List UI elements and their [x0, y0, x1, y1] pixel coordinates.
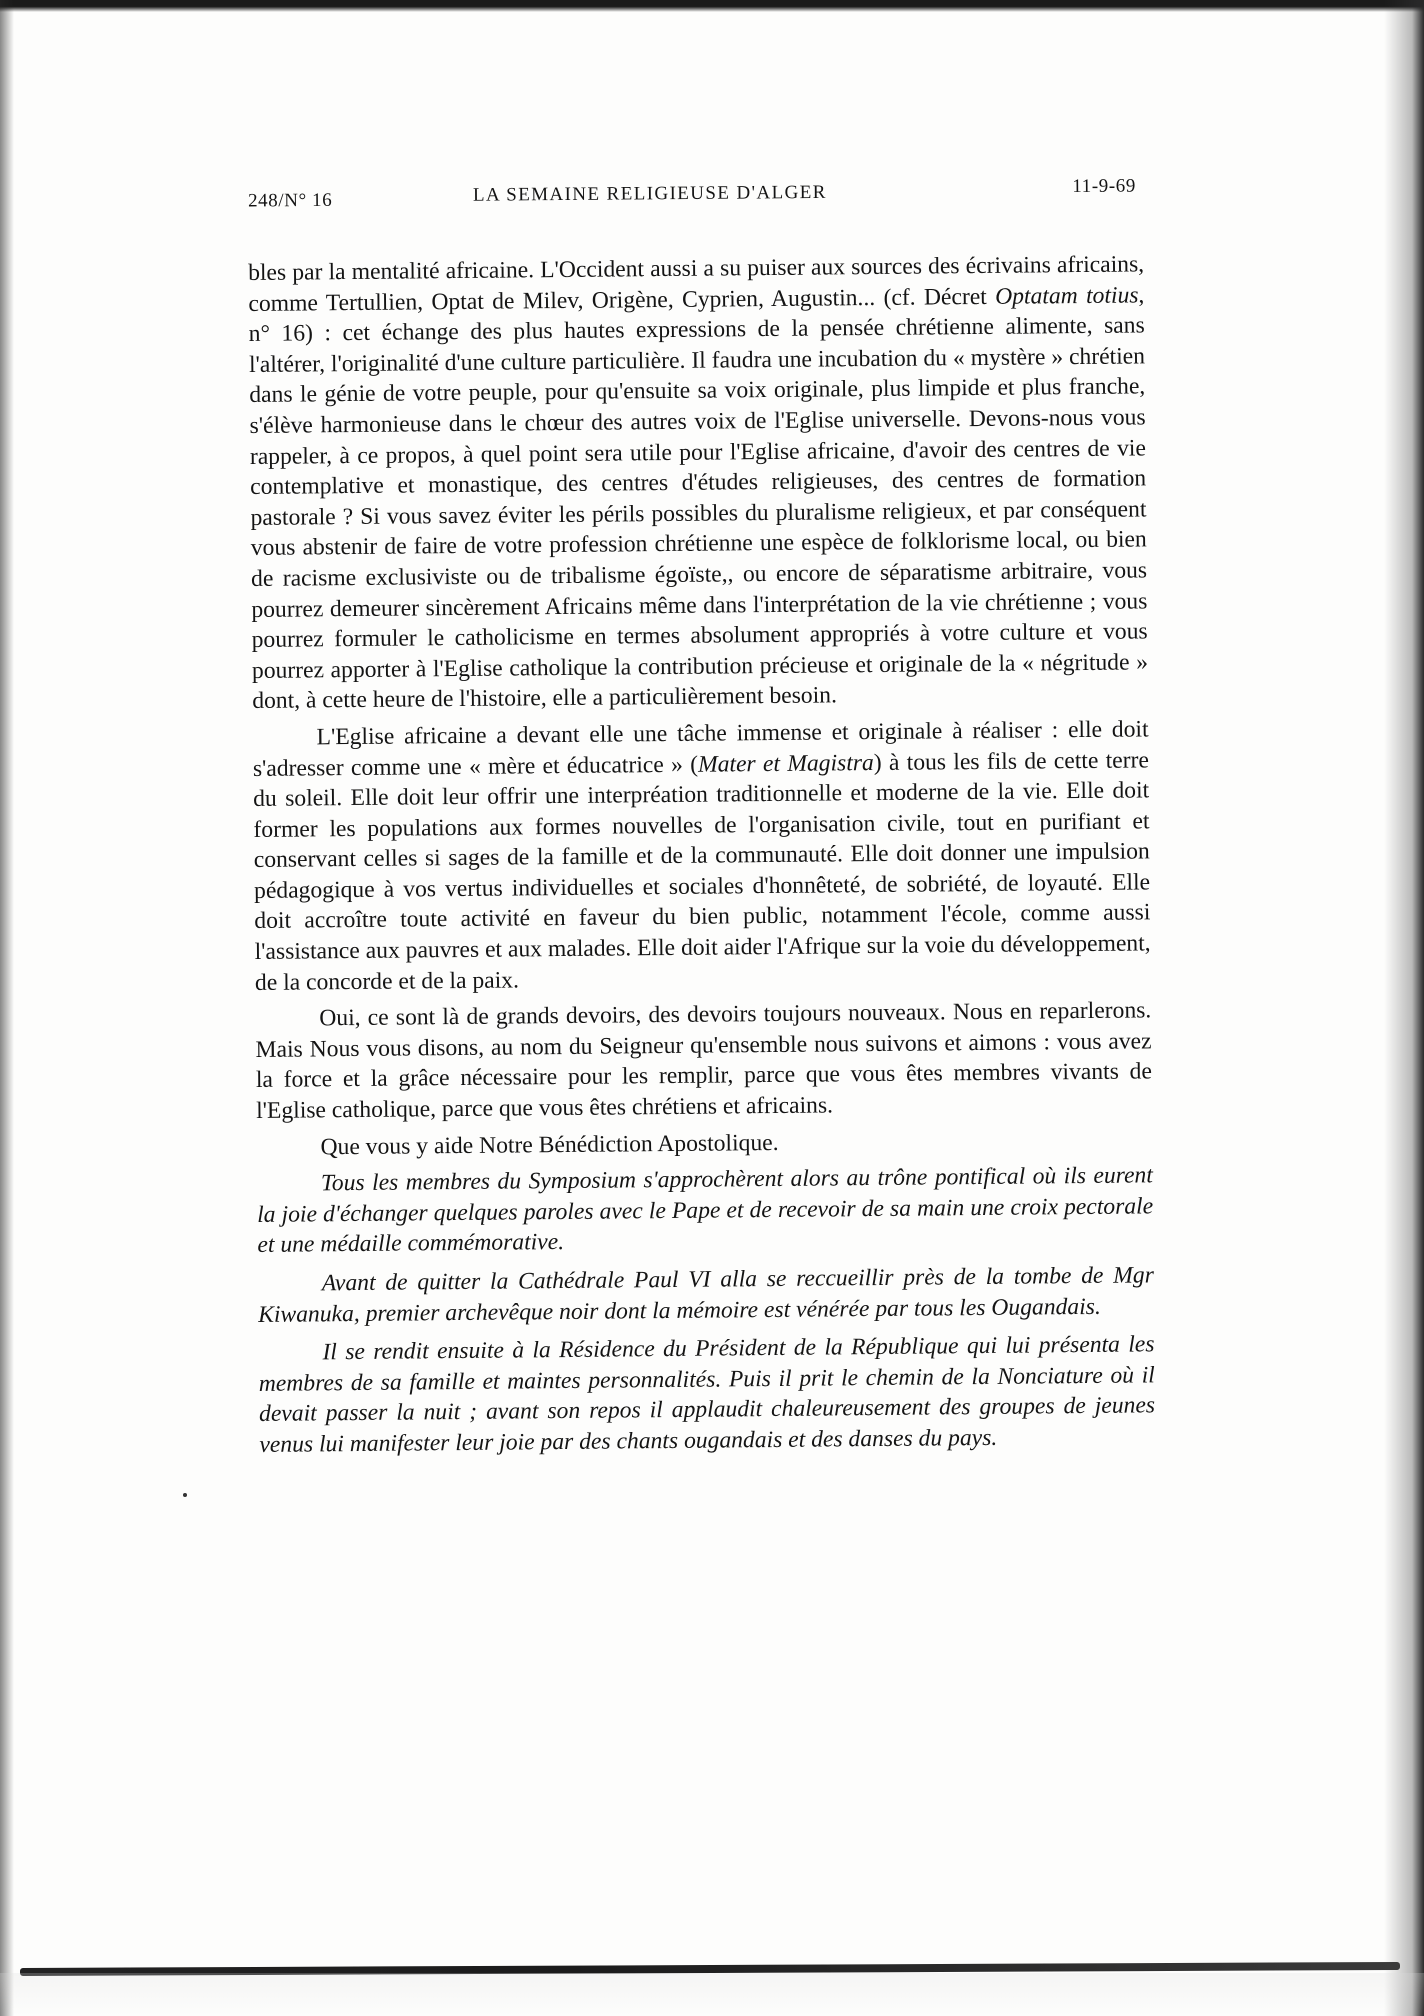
narrative-paragraph [258, 1330, 1155, 1461]
journal-title: LA SEMAINE RELIGIEUSE D'ALGER [472, 181, 827, 206]
scan-bottom-fade [0, 1973, 1424, 2016]
decree-title: Optatam totius [995, 282, 1139, 310]
issue-date: 11-9-69 [1072, 175, 1137, 198]
text-run: L'Eglise africaine a devant elle une tâche immense et originale à réaliser : elle doit s'adresser comme une « mère et éducatrice » ( [252, 716, 1149, 782]
paragraph [256, 1124, 1152, 1163]
text-run: ) à tous les fils de cette terre du soleil. Elle doit leur offrir une interpréation traditionnelle et moderne de la vie. Elle doit former les populations aux formes nouvelles de l'organisation civile, tout en purifiant et conservant celles si sages de la famille et de la communauté. Elle doit donner une impulsion pédagogique à vos vertus individuelles et sociales d'honnêteté, de sobriété, de loyauté. Elle doit accroître toute activité en faveur du bien public, notamment l'école, comme aussi l'assistance aux pauvres et aux malades. Elle doit aider l'Afrique sur la voie du développement, de la concorde et de la paix. [253, 746, 1151, 996]
paragraph [248, 249, 1148, 716]
paragraph [252, 714, 1151, 998]
text-run: Que vous y aide Notre Bénédiction Apostolique. [320, 1129, 779, 1160]
narrative-paragraph [258, 1260, 1155, 1330]
narrative-paragraph [257, 1161, 1154, 1261]
text-run: bles par la mentalité africaine. L'Occident aussi a su puiser aux sources des écrivains africains, comme Tertullien, Optat de Milev, Origène, Cyprien, Augustin... (cf. Décret [248, 251, 1145, 317]
running-header [247, 175, 1137, 213]
paragraph [255, 996, 1152, 1127]
encyclical-title: Mater et Magistra [697, 749, 874, 778]
scan-right-edge [1384, 0, 1424, 2016]
scan-speck [183, 1493, 187, 1497]
text-run: Oui, ce sont là de grands devoirs, des devoirs toujours nouveaux. Nous en reparlerons. Mais Nous vous disons, au nom du Seigneur qu'ensemble nous suivons et aimons : vous avez la force et la grâce nécessaire pour les remplir, parce que vous êtes membres vivants de l'Eglise catholique, parce que vous êtes chrétiens et africains. [255, 997, 1152, 1124]
text-run: Il se rendit ensuite à la Résidence du Président de la République qui lui présenta les membres de sa famille et maintes personnalités. Puis il prit le chemin de la Nonciature où il devait passer la nuit ; avant son repos il applaudit chaleureusement des groupes de jeunes venus lui manifester leur joie par des chants ougandais et des danses du pays. [258, 1331, 1156, 1458]
page-number: 248/N° 16 [247, 189, 333, 212]
text-run: , n° 16) : cet échange des plus hautes expressions de la pensée chrétienne alimente, sans l'altérer, l'originalité d'une culture particulière. Il faudra une incubation du « mystère » chrétien dans le génie de votre peuple, pour qu'ensuite sa voix originale, plus limpide et plus franche, s'élève harmonieuse dans le chœur des autres voix de l'Eglise universelle. Devons-nous vous rappeler, à ce propos, à quel point sera utile pour l'Eglise africaine, d'avoir des centres de vie contemplative et monastique, des centres d'études religieuses, des centres de formation pastorale ? Si vous savez éviter les périls possibles du pluralisme religieux, et par conséquent vous abstenir de faire de votre profession chrétienne une espèce de folklorisme local, ou bien de racisme exclusiviste ou de tribalisme égoïste,, ou encore de séparatisme arbitraire, vous pourrez demeurer sincèrement Africains même dans l'interprétation de la vie chrétienne ; vous pourrez formuler le catholicisme en termes absolument appropriés à votre culture et vous pourrez apporter à l'Eglise catholique la contribution précieuse et originale de la « négritude » dont, à cette heure de l'histoire, elle a particulièrement besoin. [248, 281, 1149, 715]
text-run: Avant de quitter la Cathédrale Paul VI alla se reccueillir près de la tombe de Mgr Kiwanuka, premier archevêque noir dont la mémoire est vénérée par tous les Ougandais. [258, 1262, 1154, 1328]
scan-top-edge [0, 0, 1424, 12]
text-run: Tous les membres du Symposium s'approchèrent alors au trône pontifical où ils eurent la joie d'échanger quelques paroles avec le Pape et de recevoir de sa main une croix pectorale et une médaille commémorative. [257, 1162, 1154, 1259]
article-body [248, 249, 1156, 1460]
scan-left-edge [0, 0, 14, 2016]
